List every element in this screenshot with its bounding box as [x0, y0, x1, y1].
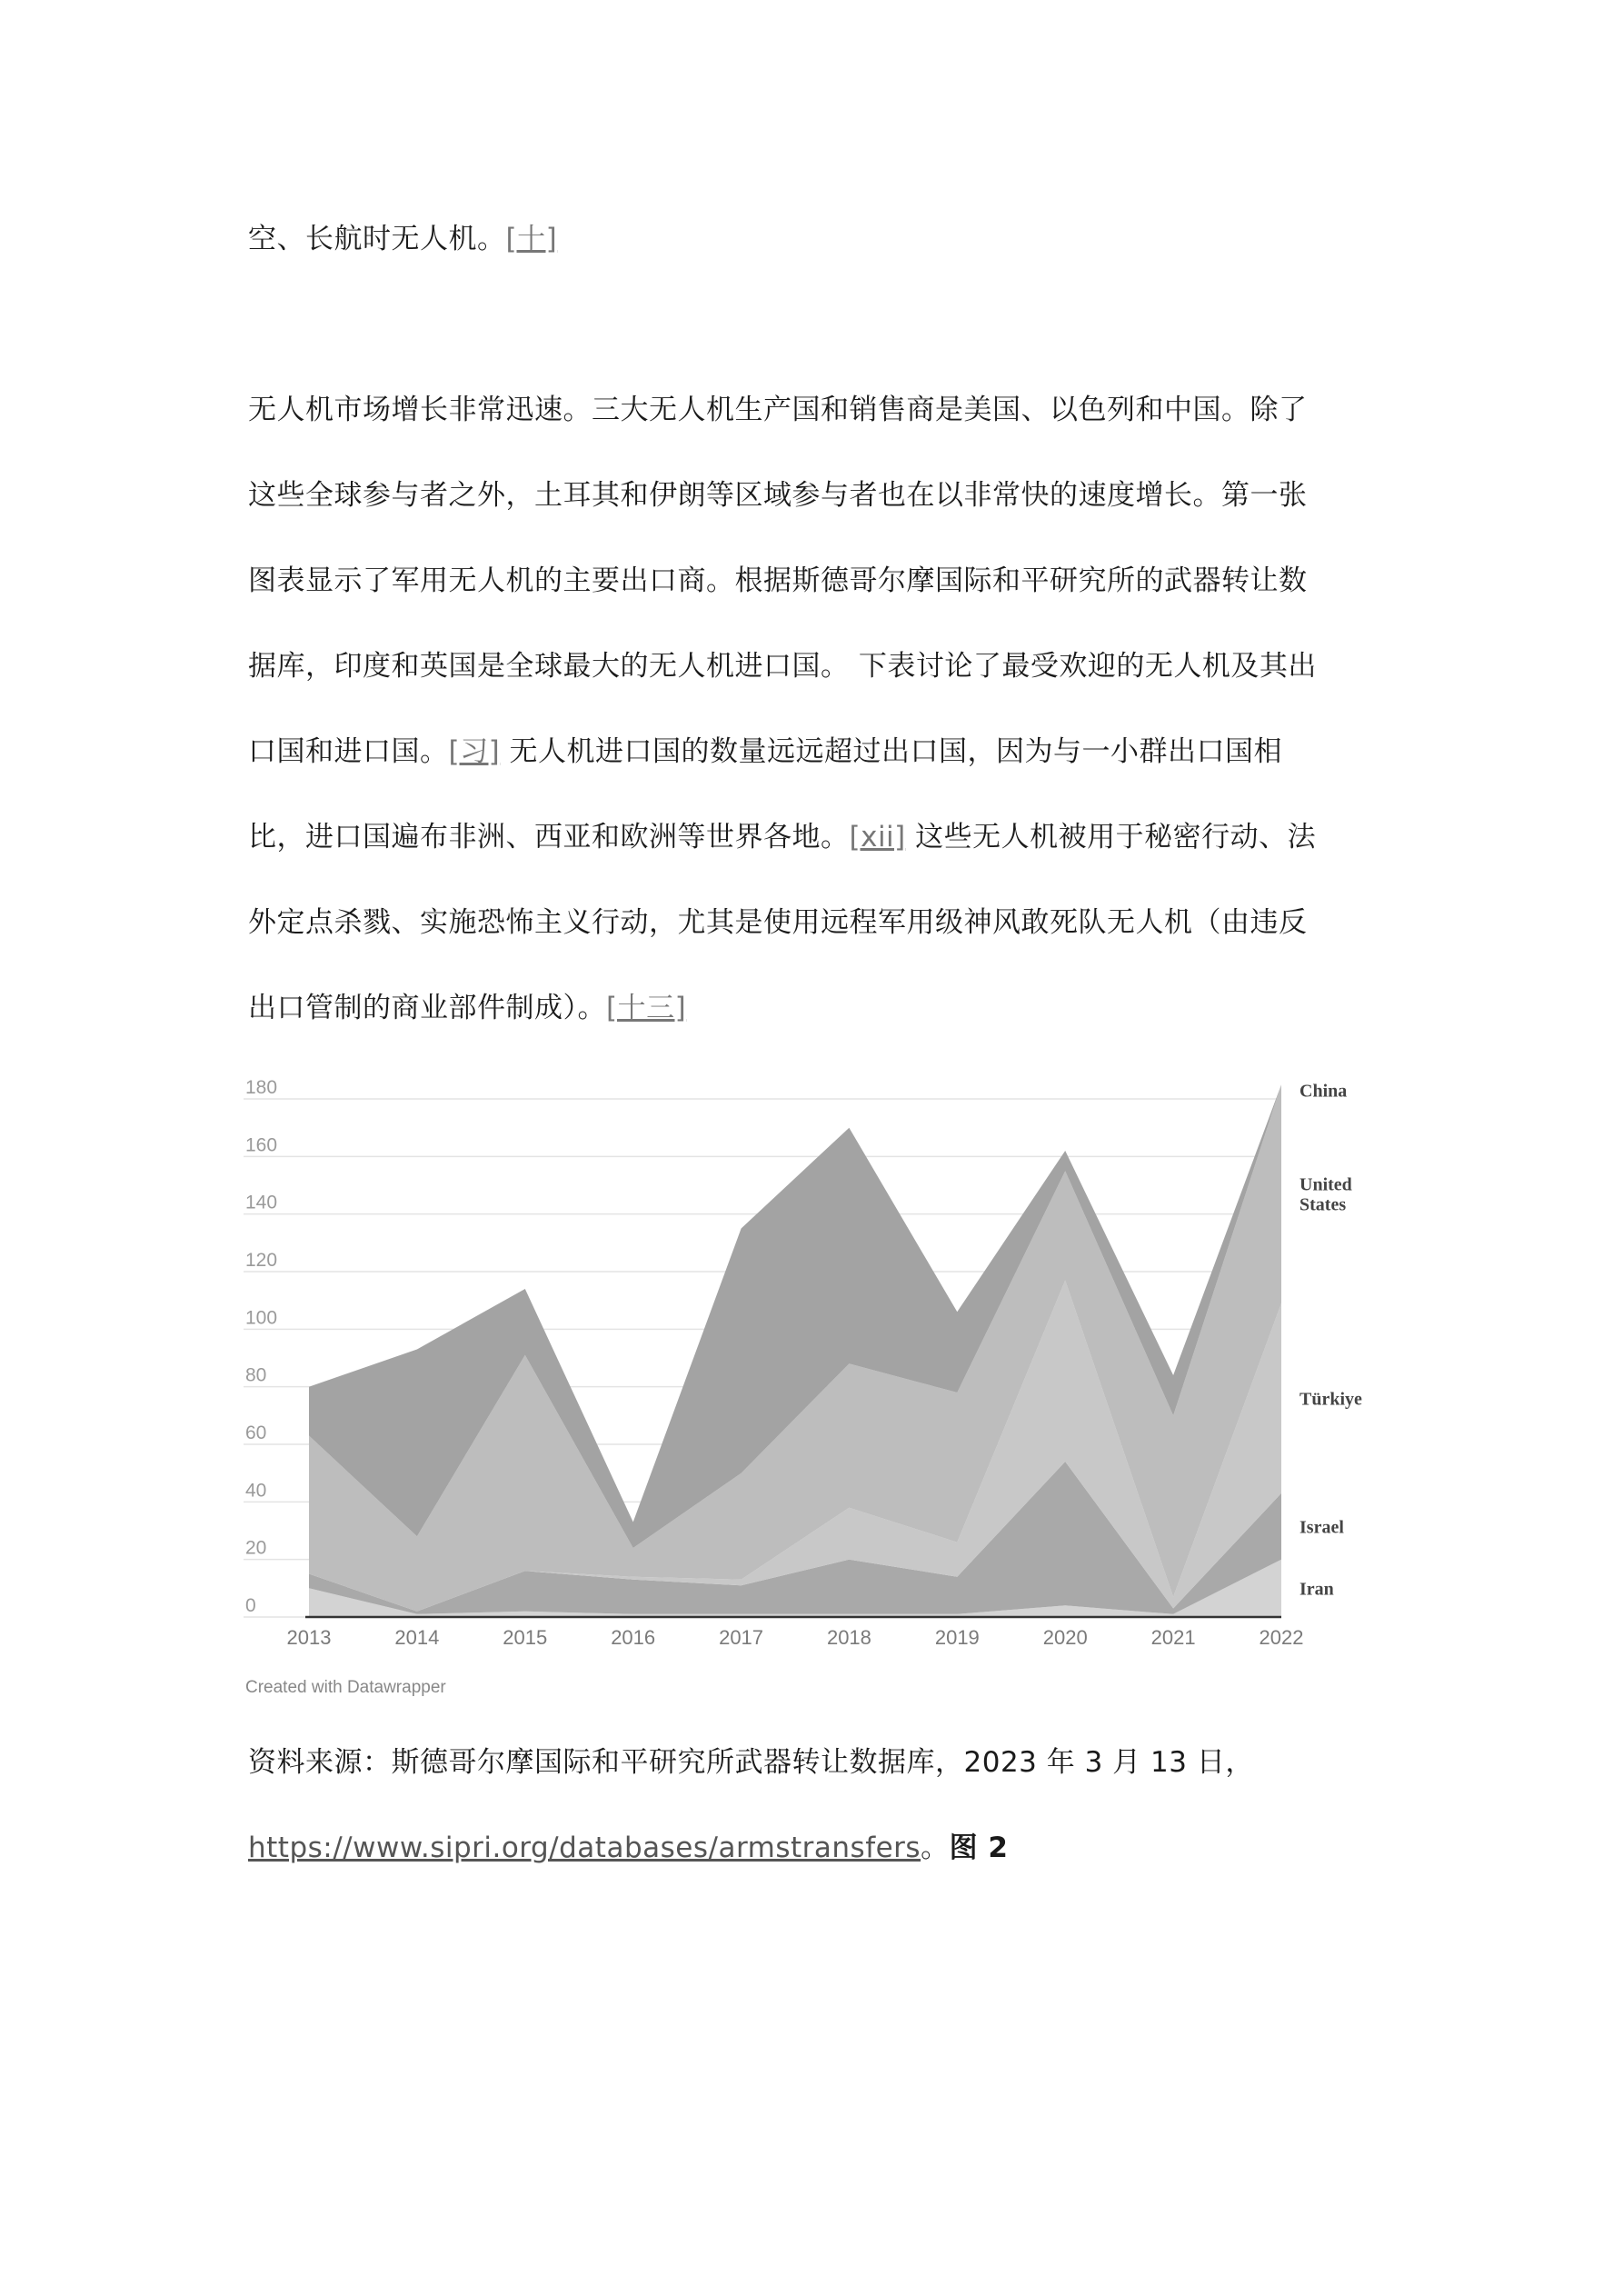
paragraph-line — [248, 221, 557, 257]
paragraph-line — [248, 734, 1282, 770]
paragraph-line — [248, 819, 1316, 855]
source-url-line — [248, 1830, 1008, 1866]
text-run: 出口管制的商业部件制成）。 — [248, 992, 606, 1024]
footnote-link[interactable]: [十] — [505, 223, 558, 255]
x-tick-label: 2018 — [826, 1626, 871, 1649]
y-tick-label: 60 — [245, 1423, 267, 1443]
series-label: Türkiye — [1299, 1389, 1362, 1410]
x-tick-label: 2015 — [503, 1626, 548, 1649]
x-tick-label: 2016 — [611, 1626, 656, 1649]
source-url-link[interactable]: https://www.sipri.org/databases/armstransfers — [248, 1832, 921, 1864]
x-tick-label: 2013 — [286, 1626, 332, 1649]
stacked-area-chart — [244, 1068, 1398, 1704]
footnote-link[interactable]: [xii] — [849, 821, 906, 854]
text-run: 。 — [921, 1832, 950, 1864]
x-tick-label: 2020 — [1042, 1626, 1088, 1649]
text-run: 无人机进口国的数量远远超过出口国，因为与一小群出口国相 — [500, 735, 1283, 768]
series-label: States — [1299, 1194, 1347, 1215]
paragraph-line: 外定点杀戮、实施恐怖主义行动，尤其是使用远程军用级神风敢死队无人机（由违反 — [248, 906, 1308, 939]
y-tick-label: 120 — [245, 1250, 278, 1271]
footnote-link[interactable]: [习] — [448, 735, 501, 768]
series-label: Iran — [1299, 1579, 1334, 1600]
y-tick-label: 0 — [245, 1595, 256, 1616]
footnote-link[interactable]: [十三] — [606, 992, 687, 1024]
y-tick-label: 140 — [245, 1192, 278, 1213]
paragraph-line: 据库，印度和英国是全球最大的无人机进口国。 下表讨论了最受欢迎的无人机及其出 — [248, 650, 1317, 683]
y-tick-label: 160 — [245, 1134, 278, 1156]
paragraph-line: 图表显示了军用无人机的主要出口商。根据斯德哥尔摩国际和平研究所的武器转让数 — [248, 564, 1308, 597]
paragraph-line: 无人机市场增长非常迅速。三大无人机生产国和销售商是美国、以色列和中国。除了 — [248, 394, 1308, 426]
text-run: 这些无人机被用于秘密行动、法 — [905, 821, 1317, 854]
series-label: Israel — [1299, 1517, 1344, 1538]
y-tick-label: 20 — [245, 1537, 267, 1559]
y-tick-label: 40 — [245, 1480, 267, 1502]
y-tick-label: 180 — [245, 1077, 278, 1098]
series-label: China — [1299, 1081, 1348, 1102]
y-tick-label: 100 — [245, 1307, 278, 1329]
chart-credit: Created with Datawrapper — [245, 1678, 446, 1697]
x-tick-label: 2021 — [1150, 1626, 1196, 1649]
source-line: 资料来源：斯德哥尔摩国际和平研究所武器转让数据库，2023 年 3 月 13 日， — [248, 1746, 1254, 1779]
x-tick-label: 2022 — [1259, 1626, 1304, 1649]
text-run: 口国和进口国。 — [248, 735, 449, 768]
paragraph-line — [248, 990, 686, 1026]
text-run: 比，进口国遍布非洲、西亚和欧洲等世界各地。 — [248, 821, 850, 854]
y-tick-label: 80 — [245, 1364, 267, 1386]
x-tick-label: 2014 — [394, 1626, 440, 1649]
chart-svg — [244, 1068, 1398, 1704]
text-run: 空、长航时无人机。 — [248, 223, 506, 255]
paragraph-line: 这些全球参与者之外，土耳其和伊朗等区域参与者也在以非常快的速度增长。第一张 — [248, 479, 1308, 512]
x-tick-label: 2017 — [719, 1626, 764, 1649]
figure-number: 图 2 — [949, 1832, 1009, 1864]
series-label: United — [1299, 1174, 1352, 1195]
x-tick-label: 2019 — [934, 1626, 980, 1649]
